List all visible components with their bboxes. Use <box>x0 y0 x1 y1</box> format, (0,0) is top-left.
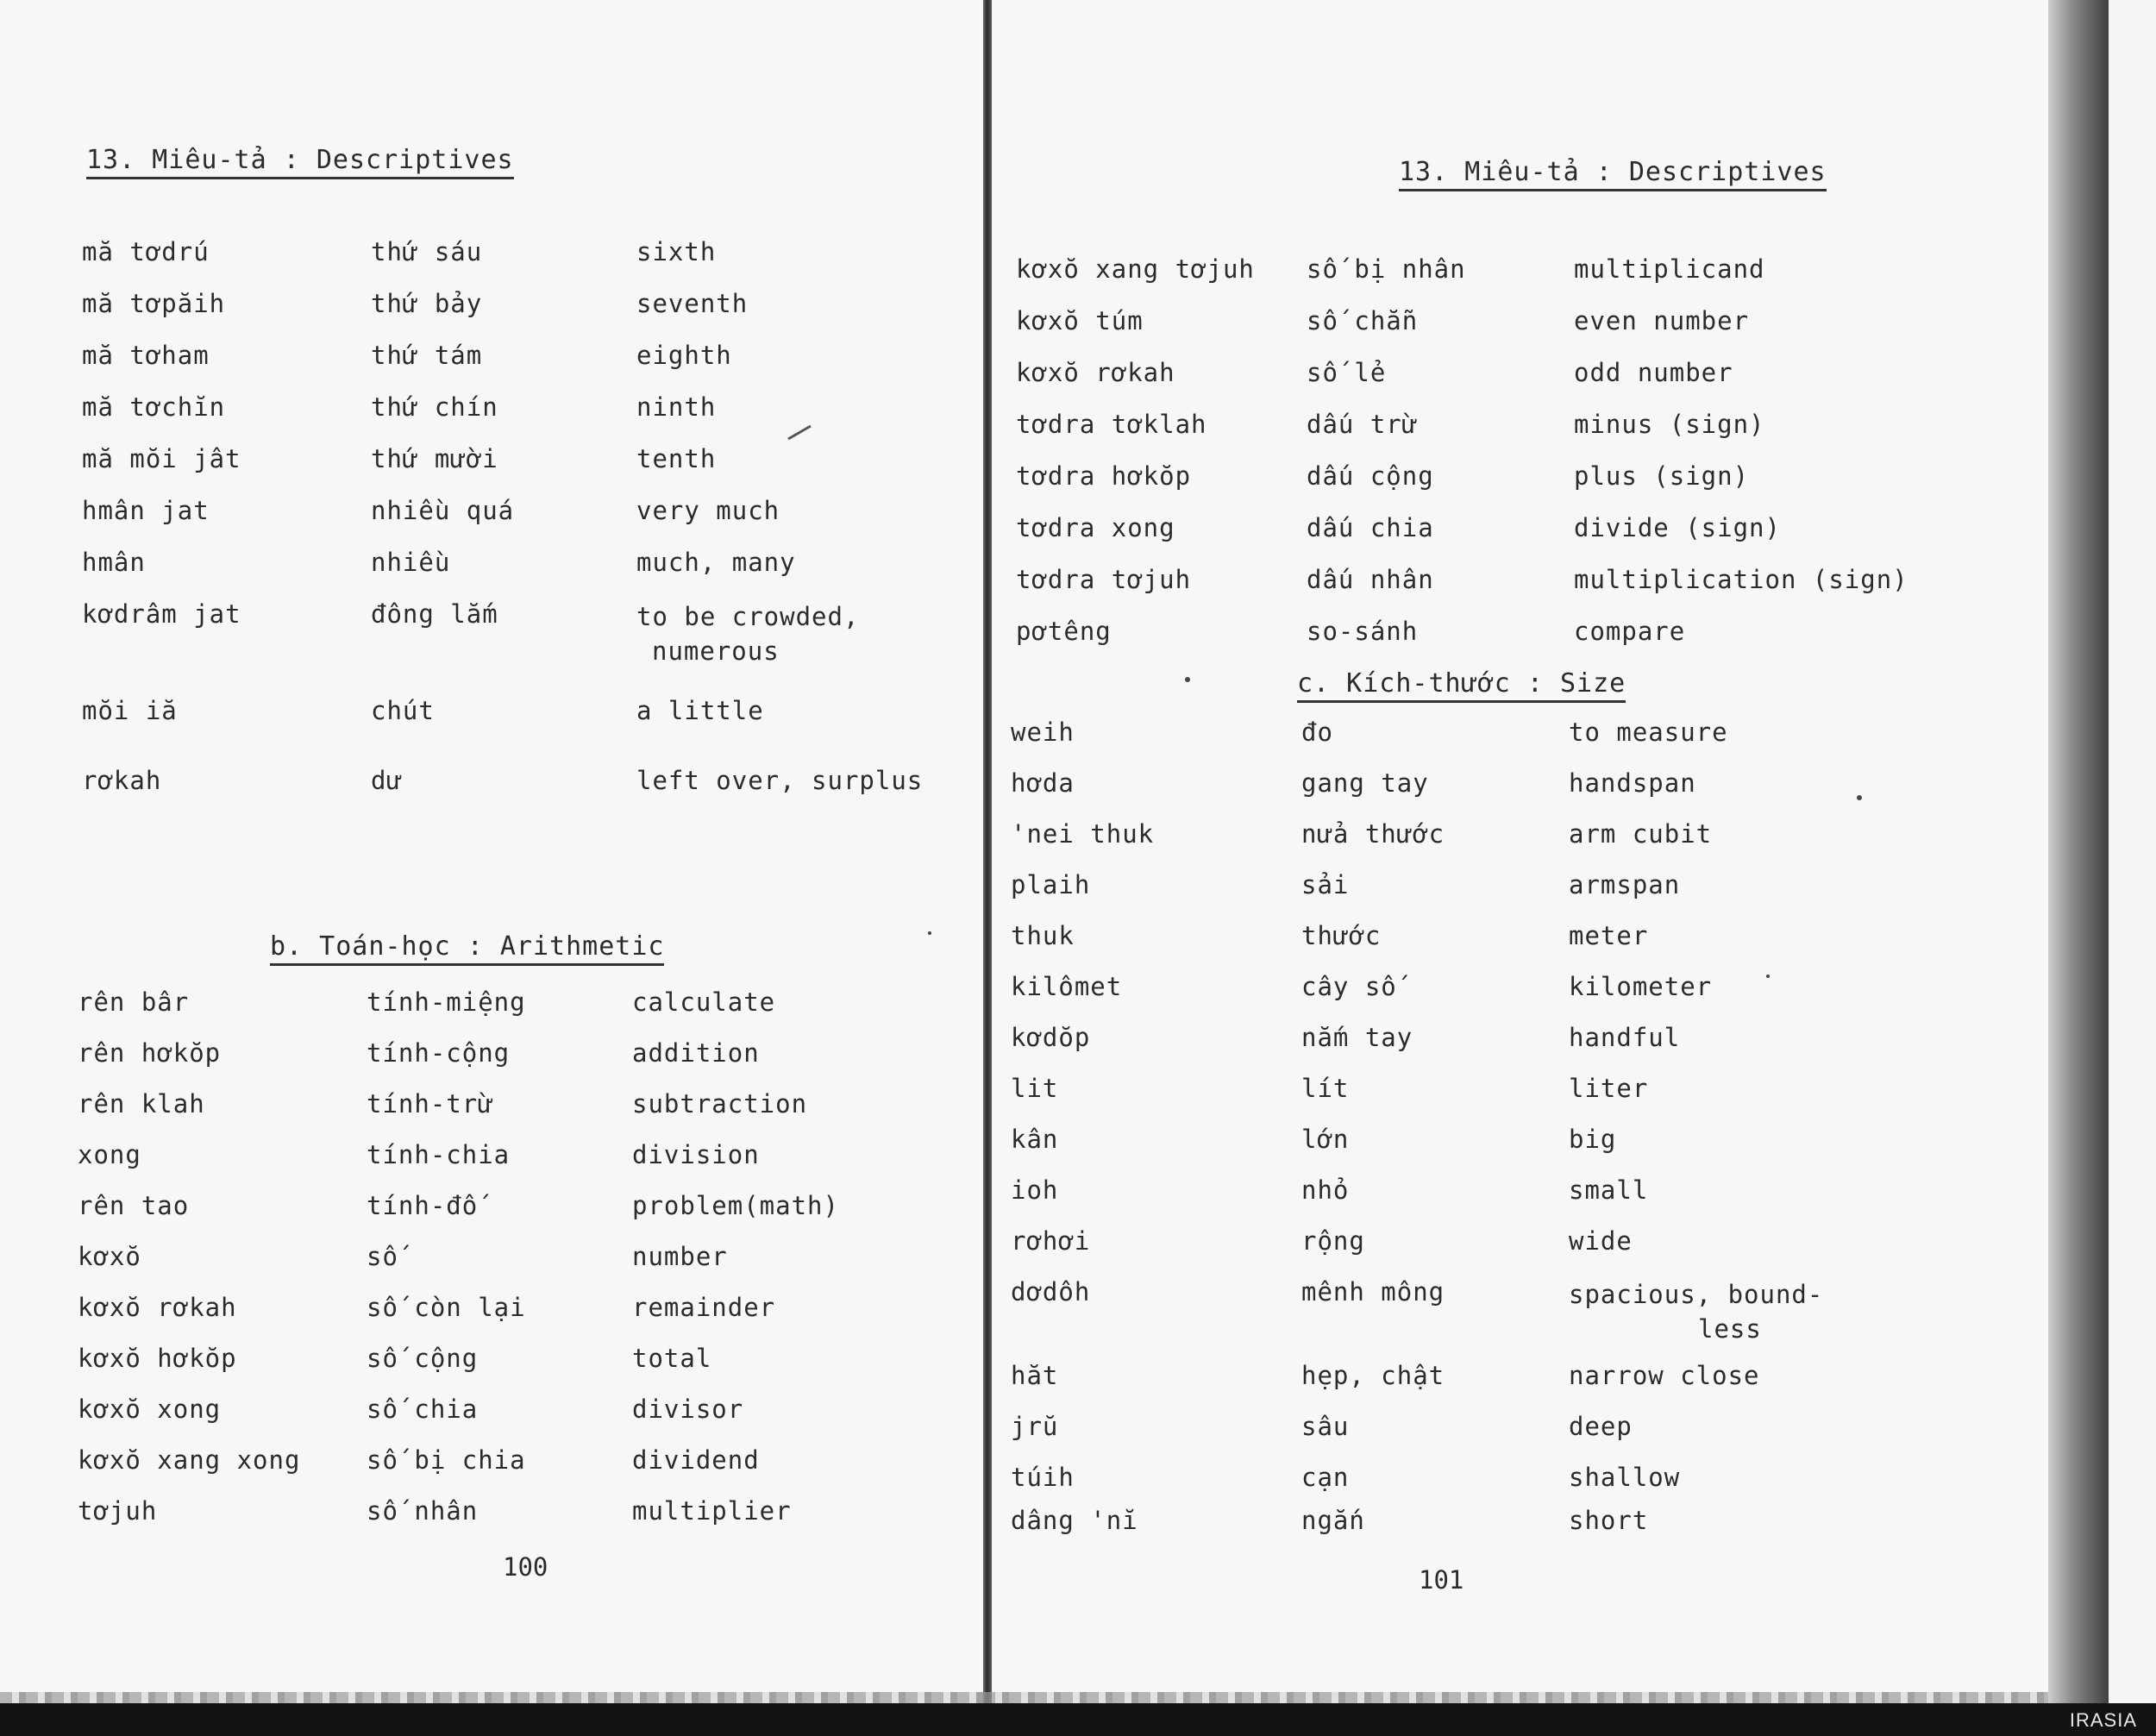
english-cell: liter <box>1569 1074 1649 1103</box>
vietnamese-cell: tính-cộng <box>367 1038 511 1068</box>
english-cell: sixth <box>636 237 717 266</box>
english-cell: multiplication (sign) <box>1574 565 1908 594</box>
vocab-row <box>78 1394 917 1445</box>
english-cell: addition <box>632 1038 760 1068</box>
vietnamese-cell: số chẵn <box>1307 306 1419 335</box>
vietnamese-cell: nắm tay <box>1301 1023 1413 1052</box>
term-cell: dơdôh <box>1011 1277 1091 1307</box>
term-cell: hmân <box>82 548 146 577</box>
vocab-row <box>1016 358 1936 410</box>
term-cell: hmân jat <box>82 496 210 525</box>
vietnamese-cell: số còn lại <box>367 1293 526 1322</box>
term-cell: ioh <box>1011 1175 1059 1205</box>
page-margin <box>2109 0 2156 1703</box>
vocab-row <box>1011 1125 1931 1175</box>
term-cell: kơxŏ hơkŏp <box>78 1344 237 1373</box>
vietnamese-cell: đo <box>1301 718 1333 747</box>
english-cell: remainder <box>632 1293 776 1322</box>
vietnamese-cell: cạn <box>1301 1463 1350 1492</box>
ink-dot <box>1857 795 1862 800</box>
arithmetic-continued-list <box>1016 254 1936 668</box>
term-cell: kơxŏ <box>78 1242 141 1271</box>
english-cell: handful <box>1569 1023 1681 1052</box>
vocab-row <box>1011 819 1931 870</box>
vietnamese-cell: thứ tám <box>371 341 483 370</box>
english-cell <box>636 599 921 696</box>
vietnamese-cell: so-sánh <box>1307 617 1419 646</box>
left-page-number: 100 <box>503 1552 548 1582</box>
term-cell: hơda <box>1011 768 1075 798</box>
vietnamese-cell: hẹp, chật <box>1301 1361 1445 1390</box>
vietnamese-cell: dấu trừ <box>1307 410 1419 439</box>
term-cell: weih <box>1011 718 1075 747</box>
vocab-row <box>1011 921 1931 972</box>
english-cell: divide (sign) <box>1574 513 1781 542</box>
vocab-row <box>1016 410 1936 461</box>
term-cell: mă tơdrú <box>82 237 210 266</box>
vocab-row <box>1011 1175 1931 1226</box>
vietnamese-cell: thứ sáu <box>371 237 483 266</box>
vietnamese-cell: mênh mông <box>1301 1277 1445 1307</box>
vocab-row <box>1011 1361 1931 1412</box>
vietnamese-cell: tính-chia <box>367 1140 511 1169</box>
vocab-row <box>1016 461 1936 513</box>
english-cell: number <box>632 1242 728 1271</box>
vocab-row <box>78 1089 917 1140</box>
book-gutter <box>983 0 992 1703</box>
term-cell: kơdŏp <box>1011 1023 1091 1052</box>
vietnamese-cell: số nhân <box>367 1496 479 1526</box>
term-cell: rơkah <box>82 766 162 795</box>
term-cell: rên klah <box>78 1089 205 1119</box>
ink-dot <box>928 931 931 935</box>
term-cell: kơxŏ rơkah <box>1016 358 1175 387</box>
term-cell: kân <box>1011 1125 1059 1154</box>
term-cell: mŏi iă <box>82 696 178 725</box>
english-cell: dividend <box>632 1445 760 1475</box>
term-cell: mă tơchĭn <box>82 392 226 422</box>
term-cell: mă tơham <box>82 341 210 370</box>
term-cell: kơxŏ túm <box>1016 306 1144 335</box>
vietnamese-cell: rộng <box>1301 1226 1365 1256</box>
vietnamese-cell: số chia <box>367 1394 479 1424</box>
english-cell: much, many <box>636 548 796 577</box>
english-cell: wide <box>1569 1226 1633 1256</box>
term-cell: kilômet <box>1011 972 1123 1001</box>
english-cell: small <box>1569 1175 1649 1205</box>
english-cell: kilometer <box>1569 972 1713 1001</box>
english-cell: minus (sign) <box>1574 410 1765 439</box>
vocab-row <box>78 1445 917 1496</box>
vietnamese-cell: sải <box>1301 870 1350 899</box>
ink-dot <box>1766 975 1770 978</box>
arithmetic-title: b. Toán-học : Arithmetic <box>270 931 664 966</box>
vietnamese-cell: dấu nhân <box>1307 565 1434 594</box>
vietnamese-cell: ngắn <box>1301 1506 1365 1535</box>
ink-dot <box>1185 677 1190 682</box>
vocab-row <box>1016 306 1936 358</box>
english-cell: to measure <box>1569 718 1728 747</box>
english-cell: shallow <box>1569 1463 1681 1492</box>
bottom-bar <box>0 1703 2156 1736</box>
english-cell: eighth <box>636 341 732 370</box>
term-cell: tơdra tơjuh <box>1016 565 1192 594</box>
vietnamese-cell: tính-trừ <box>367 1089 494 1119</box>
term-cell: kơxŏ rơkah <box>78 1293 237 1322</box>
vocab-row <box>78 1191 917 1242</box>
scan-streak <box>0 1692 2048 1703</box>
size-list <box>1011 718 1931 1549</box>
vietnamese-cell: thước <box>1301 921 1382 950</box>
vietnamese-cell: thứ mười <box>371 444 498 473</box>
term-cell: tơdra hơkŏp <box>1016 461 1192 491</box>
left-page <box>0 0 983 1703</box>
vocab-row <box>82 341 921 392</box>
term-cell: kơxŏ xong <box>78 1394 222 1424</box>
vietnamese-cell: nhiều quá <box>371 496 515 525</box>
right-page-number: 101 <box>1419 1565 1464 1595</box>
vocab-row <box>1011 1463 1931 1506</box>
term-cell: kơxŏ xang tơjuh <box>1016 254 1255 284</box>
vietnamese-cell: lít <box>1301 1074 1350 1103</box>
english-cell: deep <box>1569 1412 1633 1441</box>
english-cell: a little <box>636 696 764 725</box>
vocab-row <box>82 289 921 341</box>
english-cell: odd number <box>1574 358 1733 387</box>
term-cell: dâng 'nĭ <box>1011 1506 1138 1535</box>
english-cell: armspan <box>1569 870 1681 899</box>
term-cell: túih <box>1011 1463 1075 1492</box>
vocab-row <box>82 599 921 696</box>
english-cell: seventh <box>636 289 749 318</box>
vietnamese-cell: tính-đố <box>367 1191 479 1220</box>
vocab-row <box>78 1496 917 1547</box>
term-cell: plaih <box>1011 870 1091 899</box>
vocab-row <box>82 496 921 548</box>
term-cell: 'nei thuk <box>1011 819 1155 849</box>
vocab-row <box>1011 768 1931 819</box>
vocab-row <box>78 1344 917 1394</box>
english-cell: total <box>632 1344 712 1373</box>
english-cell: multiplier <box>632 1496 792 1526</box>
vietnamese-cell: cây số <box>1301 972 1397 1001</box>
left-descriptives-list <box>82 237 924 818</box>
vocab-row <box>1011 972 1931 1023</box>
term-cell: rên bâr <box>78 987 190 1017</box>
vocab-row <box>1011 1023 1931 1074</box>
vietnamese-cell: số bị nhân <box>1307 254 1466 284</box>
english-cell: plus (sign) <box>1574 461 1750 491</box>
left-section-title: 13. Miêu-tả : Descriptives <box>86 145 514 179</box>
vocab-row <box>82 766 924 818</box>
term-cell: lit <box>1011 1074 1059 1103</box>
vietnamese-cell: số lẻ <box>1307 358 1387 387</box>
vietnamese-cell: thứ bảy <box>371 289 483 318</box>
english-cell: calculate <box>632 987 776 1017</box>
vietnamese-cell: dư <box>371 766 403 795</box>
vocab-row <box>78 987 917 1038</box>
vietnamese-cell: thứ chín <box>371 392 498 422</box>
vocab-row <box>78 1242 917 1293</box>
vietnamese-cell: số cộng <box>367 1344 479 1373</box>
vietnamese-cell: nửa thước <box>1301 819 1445 849</box>
vocab-row <box>82 237 921 289</box>
english-cell: division <box>632 1140 760 1169</box>
english-cell: divisor <box>632 1394 744 1424</box>
vocab-row <box>1011 1074 1931 1125</box>
english-cell: subtraction <box>632 1089 808 1119</box>
term-cell: mă mŏi jât <box>82 444 241 473</box>
term-cell: thuk <box>1011 921 1075 950</box>
english-cell: problem(math) <box>632 1191 839 1220</box>
vocab-row <box>1011 1412 1931 1463</box>
term-cell: mă tơpăih <box>82 289 226 318</box>
vocab-row <box>1016 513 1936 565</box>
english-cell: arm cubit <box>1569 819 1713 849</box>
vietnamese-cell: số bị chia <box>367 1445 526 1475</box>
term-cell: rên tao <box>78 1191 190 1220</box>
vocab-row <box>78 1038 917 1089</box>
vocab-row <box>1011 1277 1931 1361</box>
term-cell: tơjuh <box>78 1496 158 1526</box>
vocab-row <box>1011 1226 1931 1277</box>
term-cell: pơtêng <box>1016 617 1112 646</box>
term-cell: jrŭ <box>1011 1412 1059 1441</box>
vietnamese-cell: tính-miệng <box>367 987 526 1017</box>
english-cell: even number <box>1574 306 1750 335</box>
english-cell <box>1569 1277 1931 1361</box>
term-cell: xong <box>78 1140 141 1169</box>
vocab-row <box>1016 565 1936 617</box>
page-edge-shadow <box>2048 0 2109 1703</box>
watermark-text: IRASIA <box>2069 1709 2137 1731</box>
english-cell: multiplicand <box>1574 254 1765 284</box>
english-cell: compare <box>1574 617 1686 646</box>
english-cell: narrow close <box>1569 1361 1760 1390</box>
vocab-row <box>78 1293 917 1344</box>
right-page <box>992 0 2048 1703</box>
english-cell: tenth <box>636 444 717 473</box>
term-cell: rên hơkŏp <box>78 1038 222 1068</box>
vocab-row <box>82 444 921 496</box>
vietnamese-cell: nhỏ <box>1301 1175 1350 1205</box>
vocab-row <box>78 1140 917 1191</box>
arithmetic-list <box>78 987 917 1547</box>
vietnamese-cell: số <box>367 1242 398 1271</box>
term-cell: kơxŏ xang xong <box>78 1445 301 1475</box>
vocab-row <box>1011 1506 1931 1549</box>
term-cell: tơdra tơklah <box>1016 410 1207 439</box>
term-cell: hăt <box>1011 1361 1059 1390</box>
english-cell: left over, surplus <box>636 766 924 795</box>
vietnamese-cell: đông lắm <box>371 599 498 629</box>
english-line: spacious, bound- <box>1569 1280 1824 1309</box>
english-cell: short <box>1569 1506 1649 1535</box>
vocab-row <box>82 696 921 766</box>
english-line: to be crowded, <box>636 602 860 631</box>
vietnamese-cell: dấu chia <box>1307 513 1434 542</box>
vietnamese-cell: sâu <box>1301 1412 1350 1441</box>
english-cell: very much <box>636 496 780 525</box>
vietnamese-cell: gang tay <box>1301 768 1429 798</box>
vietnamese-cell: nhiều <box>371 548 451 577</box>
vocab-row <box>1016 254 1936 306</box>
vietnamese-cell: lớn <box>1301 1125 1350 1154</box>
english-cell: meter <box>1569 921 1649 950</box>
english-line-continued: less <box>1698 1314 1762 1344</box>
size-title: c. Kích-thước : Size <box>1297 668 1626 703</box>
vietnamese-cell: dấu cộng <box>1307 461 1434 491</box>
english-line-continued: numerous <box>652 636 780 666</box>
vocab-row <box>1016 617 1936 668</box>
term-cell: kơdrâm jat <box>82 599 241 629</box>
english-cell: big <box>1569 1125 1617 1154</box>
vietnamese-cell: chút <box>371 696 435 725</box>
right-section-title: 13. Miêu-tả : Descriptives <box>1399 157 1827 191</box>
vocab-row <box>82 548 921 599</box>
english-cell: ninth <box>636 392 717 422</box>
term-cell: tơdra xong <box>1016 513 1175 542</box>
term-cell: rơhơi <box>1011 1226 1091 1256</box>
english-cell: handspan <box>1569 768 1696 798</box>
vocab-row <box>1011 718 1931 768</box>
vocab-row <box>1011 870 1931 921</box>
